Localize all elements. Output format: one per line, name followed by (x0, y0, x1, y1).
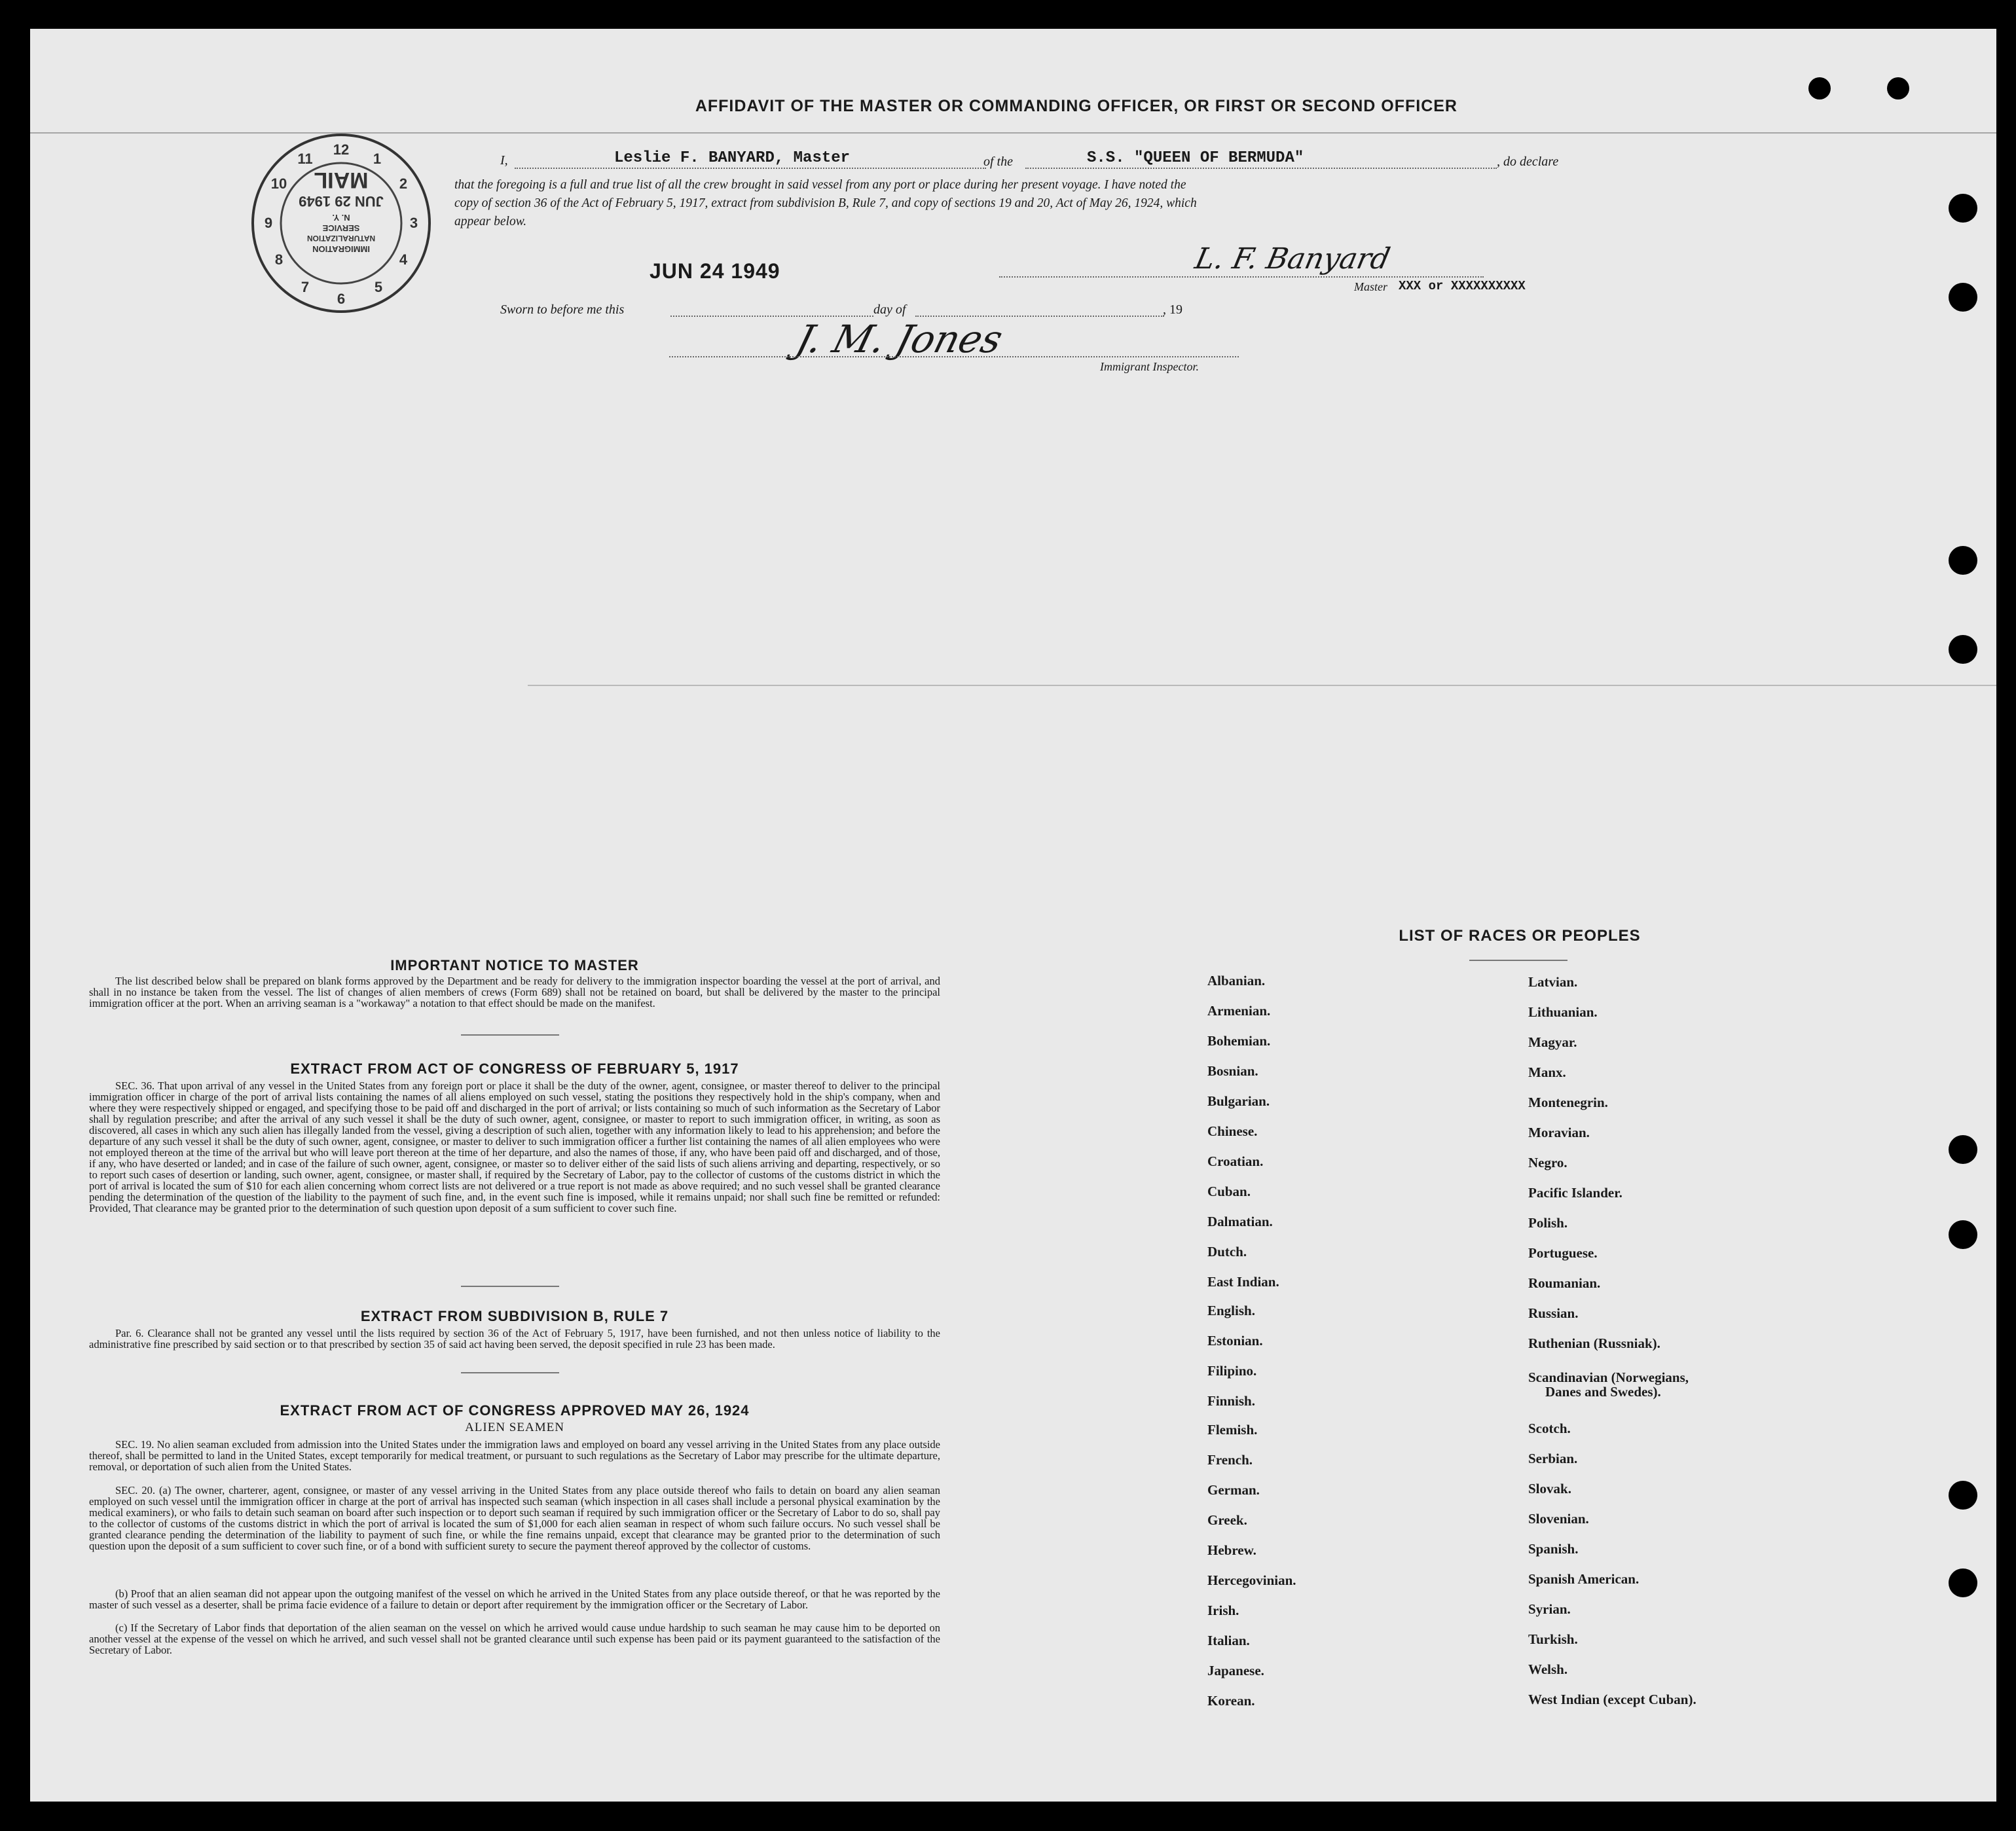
race-item: Hebrew. (1207, 1542, 1256, 1558)
race-item: Chinese. (1207, 1123, 1258, 1139)
race-item: Polish. (1528, 1215, 1568, 1231)
race-item: Irish. (1207, 1603, 1239, 1618)
master-signature: L. F. Banyard (1192, 242, 1393, 276)
stamp-dial-number: 9 (264, 215, 273, 231)
race-item: Slovenian. (1528, 1511, 1589, 1527)
race-item: Bohemian. (1207, 1033, 1271, 1049)
punch-hole (1949, 1568, 1977, 1597)
race-item: Korean. (1207, 1693, 1255, 1709)
stamp-dial-number: 12 (333, 141, 350, 158)
race-item: Bosnian. (1207, 1063, 1258, 1079)
stamp-date: JUN 29 1949 (299, 193, 384, 209)
stamp-line3: SERVICE (322, 223, 360, 233)
race-item: West Indian (except Cuban). (1528, 1692, 1696, 1707)
stamp-line1: IMMIGRATION (312, 244, 370, 254)
stamp-dial-number: 11 (297, 151, 313, 167)
race-item: Albanian. (1207, 973, 1266, 988)
stamp-dial-number: 6 (337, 291, 346, 307)
i-label: I, (500, 153, 508, 168)
race-item: Flemish. (1207, 1422, 1258, 1438)
race-item: Italian. (1207, 1633, 1250, 1648)
declaration-line-2: copy of section 36 of the Act of February 5, 1917, extract from subdivision B, Rule 7, and copy of sections 19 and 20, Act of May 26, 1924, which (454, 196, 1197, 210)
race-item: Scotch. (1528, 1421, 1571, 1436)
day-of-label: day of (873, 302, 906, 317)
inspector-label: Immigrant Inspector. (1100, 360, 1199, 373)
races-title: LIST OF RACES OR PEOPLES (1399, 927, 1641, 945)
fold-line (528, 685, 1996, 686)
date-stamp: JUN 24 1949 (650, 259, 780, 283)
sec20b-text: (b) Proof that an alien seaman did not appear upon the outgoing manifest of the vessel on which he arrived in the United States from any place outside thereof, or that he was reported by the master of such vessel as a deserter, shall be prima facie evidence of a failure to detain or deport after requirement by the immigration officer or the Secretary of Labor. (89, 1587, 940, 1611)
extract-1917-text: SEC. 36. That upon arrival of any vessel in the United States from any foreign port or place it shall be the duty of the owner, agent, consignee, or master thereof to deliver to the principal immigration officer in charge of the port of arrival lists containing the names of all aliens employed on such vessel, stating the positions they respectively hold in the ship's company, when and where they were respectively shipped or engaged, and specifying those to be paid off and discharged in the port of arrival; or lists containing so much of such information as the Secretary of Labor shall by regulation prescribe; and after the arrival of any such vessel it shall be the duty of such owner, agent, consignee, or master to report to such immigration officer, in writing, as soon as discovered, all cases in which any such alien has illegally landed from the vessel, giving a description of such alien, together with any information likely to lead to his apprehension; and before the departure of any such vessel it shall be the duty of such owner, agent, consignee, or master to deliver to such immigration officer a further list containing the names of all alien employees who were not employed thereon at the time of the arrival but who will leave port thereon at the time of her departure, and also the names of those, if any, who have been paid off and discharged, and of those, if any, who have deserted or landed; and in case of the failure of such owner, agent, consignee, or master so to deliver either of the said lists of such aliens arriving and departing, respectively, or so to report such cases of desertion or landing, such owner, agent, consignee, or master shall, if required by the Secretary of Labor, pay to the collector of customs of the customs district in which the port of arrival is located the sum of $10 for each alien concerning whom correct lists are not delivered or a true report is not made as above required; and no such vessel shall be granted clearance pending the determination of the question of the liability to the payment of such fine, and, in the event such fine is imposed, while it remains unpaid; nor shall such fine be remitted or refunded: Provided, That clearance may be granted prior to the determination of such question upon deposit of a sum sufficient to cover such fine. (89, 1079, 940, 1214)
declaration-line-1: that the foregoing is a full and true list of all the crew brought in said vessel from any port or place during her present voyage. I have noted the (454, 178, 1186, 192)
race-item: Dalmatian. (1207, 1214, 1273, 1229)
race-item: Spanish American. (1528, 1571, 1640, 1587)
race-item: Slovak. (1528, 1481, 1571, 1496)
declaration-line-3: appear below. (454, 215, 527, 228)
do-declare-label: , do declare (1497, 154, 1559, 169)
race-item: Lithuanian. (1528, 1004, 1598, 1020)
extract-1924-subtitle: ALIEN SEAMEN (465, 1421, 564, 1434)
inspector-signature: J. M. Jones (791, 317, 1008, 361)
race-item: English. (1207, 1303, 1255, 1318)
stamp-dial-number: 7 (301, 279, 310, 295)
extract-1924-title: EXTRACT FROM ACT OF CONGRESS APPROVED MAY 26, 1924 (280, 1402, 750, 1419)
document-sheet (30, 29, 1996, 1802)
stamp-dial-number: 1 (373, 151, 382, 167)
race-item: Magyar. (1528, 1034, 1577, 1050)
affidavit-title: AFFIDAVIT OF THE MASTER OR COMMANDING OFFICER, OR FIRST OR SECOND OFFICER (695, 97, 1457, 115)
race-item: Estonian. (1207, 1333, 1263, 1349)
punch-hole (1949, 1135, 1977, 1164)
stamp-dial-number: 5 (374, 279, 383, 295)
notice-title: IMPORTANT NOTICE TO MASTER (390, 957, 639, 973)
race-item: Bulgarian. (1207, 1093, 1270, 1109)
notice-text: The list described below shall be prepared on blank forms approved by the Department and be ready for delivery to the immigration inspector boarding the vessel at the port of arrival, and shall in no instance be taken from the vessel. The list of changes of alien members of crews (Form 689) shall not be retained on board, but shall be delivered by the master to the principal immigration officer at the port. When an arriving seaman is a "workaway" a notation to that effect should be made on the manifest. (89, 975, 940, 1009)
punch-hole (1949, 546, 1977, 575)
race-item: Spanish. (1528, 1541, 1579, 1557)
master-label: Master (1354, 280, 1387, 293)
master-struck-text: XXX or XXXXXXXXXX (1399, 279, 1526, 293)
race-item: Cuban. (1207, 1184, 1251, 1199)
rule7-title: EXTRACT FROM SUBDIVISION B, RULE 7 (360, 1308, 669, 1324)
race-item: Greek. (1207, 1512, 1247, 1528)
sworn-label: Sworn to before me this (500, 302, 625, 317)
stamp-dial-number: 3 (409, 215, 418, 231)
race-item: Armenian. (1207, 1003, 1271, 1019)
race-item: Pacific Islander. (1528, 1185, 1622, 1201)
race-item: Danes and Swedes). (1545, 1384, 1661, 1400)
rule7-text: Par. 6. Clearance shall not be granted any vessel until the lists required by section 36 of the Act of February 5, 1917, have been furnished, and not then unless notice of liability to the administrative fine prescribed by said section or to that prescribed by section 35 of said act having been served, the deposit specified in rule 23 has been made. (89, 1327, 940, 1351)
race-item: Japanese. (1207, 1663, 1264, 1678)
race-item: Croatian. (1207, 1153, 1264, 1169)
vessel-name: S.S. "QUEEN OF BERMUDA" (1087, 149, 1304, 167)
race-item: Manx. (1528, 1064, 1566, 1080)
race-item: Filipino. (1207, 1363, 1257, 1379)
master-name: Leslie F. BANYARD, Master (614, 149, 851, 167)
punch-hole (1949, 283, 1977, 312)
sec19-text: SEC. 19. No alien seaman excluded from admission into the United States under the immigration laws and employed on board any vessel arriving in the United States from any place outside thereof, shall be permitted to land in the United States, except temporarily for medical treatment, or pursuant to such regulations as the Secretary of Labor may prescribe for the ultimate departure, removal, or deportation of such alien from the United States. (89, 1438, 940, 1473)
race-item: Turkish. (1528, 1631, 1578, 1647)
race-item: German. (1207, 1482, 1260, 1498)
race-item: Russian. (1528, 1305, 1579, 1321)
sec20c-text: (c) If the Secretary of Labor finds that deportation of the alien seaman on the vessel on which he arrived would cause undue hardship to such seaman he may cause him to be deported on another vessel at the expense of the vessel on which he arrived, and such vessel shall not be granted clearance until such expense has been paid or its payment guaranteed to the satisfaction of the Secretary of Labor. (89, 1622, 940, 1656)
race-item: Roumanian. (1528, 1275, 1601, 1291)
race-item: Moravian. (1528, 1125, 1590, 1140)
race-item: Montenegrin. (1528, 1095, 1608, 1110)
year-label: , 19 (1163, 302, 1182, 317)
stamp-dial-number: 10 (270, 175, 287, 192)
race-item: Welsh. (1528, 1661, 1568, 1677)
punch-hole (1949, 635, 1977, 664)
race-item: Serbian. (1528, 1451, 1578, 1466)
extract-1917-title: EXTRACT FROM ACT OF CONGRESS OF FEBRUARY 5, 1917 (290, 1061, 739, 1077)
punch-hole (1949, 1481, 1977, 1510)
punch-hole (1808, 77, 1831, 100)
stamp-line2: NATURALIZATION (306, 234, 376, 243)
stamp-dial-number: 8 (274, 251, 284, 268)
race-item: Hercegovinian. (1207, 1572, 1296, 1588)
race-item: French. (1207, 1452, 1253, 1468)
race-item: Ruthenian (Russniak). (1528, 1335, 1660, 1351)
sec20a-text: SEC. 20. (a) The owner, charterer, agent, consignee, or master of any vessel arriving in the United States from any place outside thereof who fails to detain on board any alien seaman employed on such vessel until the immigration officer in charge at the port of arrival has inspected such seaman (which inspection in all cases shall include a personal physical examination by the medical examiners), or who fails to detain such seaman on board after such inspection or to deport such seaman if required by such immigration officer or the Secretary of Labor to do so, shall pay to the collector of customs of the customs district in which the port of arrival is located the sum of $1,000 for each alien seaman in respect of whom such failure occurs. No such vessel shall be granted clearance pending the determination of the liability to payment of such fine, or while the fine remains unpaid, except that clearance may be granted prior to the determination of such question upon the deposit of a sum sufficient to cover such fine, or of a bond with sufficient surety to secure the payment thereof approved by the collector of customs. (89, 1484, 940, 1552)
stamp-dial-number: 4 (399, 251, 408, 268)
stamp-dial-number: 2 (399, 175, 408, 192)
race-item: Latvian. (1528, 974, 1578, 990)
of-the-label: of the (983, 154, 1013, 169)
race-item: Portuguese. (1528, 1245, 1598, 1261)
race-item: Scandinavian (Norwegians, (1528, 1369, 1689, 1385)
mail-receipt-stamp (246, 128, 436, 318)
stamp-line4: N. Y. (332, 213, 350, 223)
stamp-word: MAIL (314, 168, 369, 192)
punch-hole (1949, 194, 1977, 223)
race-item: Dutch. (1207, 1244, 1247, 1260)
race-item: East Indian. (1207, 1274, 1279, 1290)
race-item: Syrian. (1528, 1601, 1571, 1617)
race-item: Negro. (1528, 1155, 1567, 1170)
punch-hole (1887, 77, 1909, 100)
punch-hole (1949, 1220, 1977, 1249)
race-item: Finnish. (1207, 1393, 1255, 1409)
